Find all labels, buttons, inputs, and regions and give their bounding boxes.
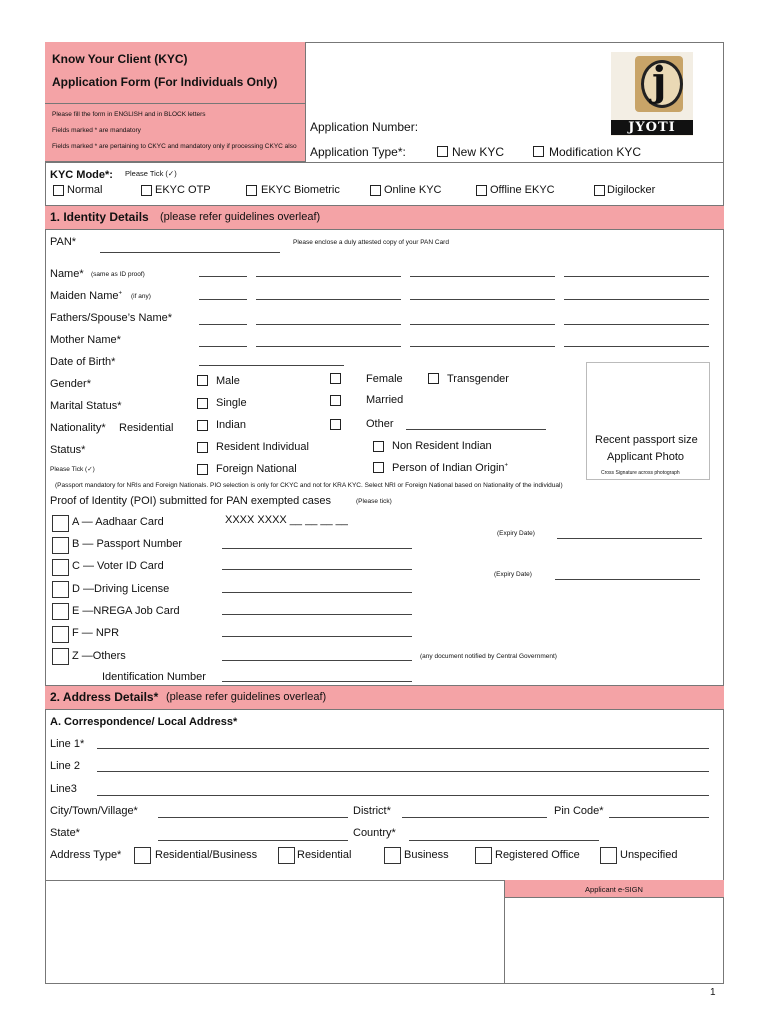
gender-male-checkbox[interactable]: [197, 375, 208, 386]
poi-tick-note: (Please tick): [356, 498, 392, 505]
gender-transgender-checkbox[interactable]: [428, 373, 439, 384]
foreign-national-checkbox[interactable]: [197, 464, 208, 475]
city-input[interactable]: [158, 817, 348, 818]
poi-passport-label: B — Passport Number: [72, 538, 183, 550]
address-line1-label: Line 1*: [50, 738, 85, 750]
name-prefix-input[interactable]: [199, 276, 247, 277]
form-title-line2: Application Form (For Individuals Only): [52, 75, 278, 89]
marital-married-label: Married: [366, 394, 404, 406]
kyc-ekyc-biometric-label: EKYC Biometric: [261, 184, 340, 196]
poi-title: Proof of Identity (POI) submitted for PAN exempted cases: [50, 495, 332, 507]
application-number-label: Application Number:: [310, 120, 419, 134]
address-type-business-label: Business: [404, 849, 449, 861]
country-input[interactable]: [409, 840, 599, 841]
aadhaar-mask: XXXX XXXX __ __ __ __: [225, 514, 348, 526]
poi-driving-label: D —Driving License: [72, 583, 170, 595]
address-section-title: 2. Address Details*: [50, 690, 159, 704]
instruction-mandatory: Fields marked * are mandatory: [52, 127, 141, 134]
photo-sign-note: Cross Signature across photograph: [601, 470, 680, 476]
state-input[interactable]: [158, 840, 348, 841]
kyc-online-label: Online KYC: [384, 184, 442, 196]
maiden-prefix-input[interactable]: [199, 299, 247, 300]
dob-label: Date of Birth*: [50, 356, 116, 368]
maiden-first-input[interactable]: [256, 299, 401, 300]
mother-name-label: Mother Name*: [50, 334, 121, 346]
kyc-online-checkbox[interactable]: [370, 185, 381, 196]
residential-label: Residential: [119, 422, 174, 434]
header-divider: [45, 103, 306, 104]
passport-expiry-label: (Expiry Date): [497, 530, 535, 537]
maiden-name-label: Maiden Name+: [50, 290, 122, 302]
license-expiry-input[interactable]: [555, 579, 700, 580]
state-label: State*: [50, 827, 80, 839]
pin-code-label: Pin Code*: [554, 805, 604, 817]
mother-last-input[interactable]: [564, 346, 709, 347]
district-label: District*: [353, 805, 391, 817]
pan-input[interactable]: [100, 252, 280, 253]
identification-number-label: Identification Number: [102, 671, 206, 683]
maiden-last-input[interactable]: [564, 299, 709, 300]
city-label: City/Town/Village*: [50, 805, 138, 817]
address-type-label: Address Type*: [50, 849, 122, 861]
foreign-national-label: Foreign National: [216, 463, 297, 475]
others-note: (any document notified by Central Government): [420, 653, 557, 660]
pan-label: PAN*: [50, 236, 77, 248]
father-prefix-input[interactable]: [199, 324, 247, 325]
correspondence-address-title: A. Correspondence/ Local Address*: [50, 716, 238, 728]
gender-female-checkbox[interactable]: [330, 373, 341, 384]
instruction-ckyc: Fields marked * are pertaining to CKYC and mandatory only if processing CKYC also: [52, 143, 297, 150]
nationality-other-label: Other: [366, 418, 394, 430]
resident-individual-label: Resident Individual: [216, 441, 309, 453]
pio-checkbox[interactable]: [373, 462, 384, 473]
nationality-indian-checkbox[interactable]: [197, 420, 208, 431]
identification-number-input[interactable]: [222, 681, 412, 682]
driving-license-input[interactable]: [222, 592, 412, 593]
poi-nrega-checkbox[interactable]: [52, 603, 69, 620]
name-last-input[interactable]: [564, 276, 709, 277]
father-last-input[interactable]: [564, 324, 709, 325]
identity-section-title: 1. Identity Details: [50, 210, 149, 224]
non-resident-checkbox[interactable]: [373, 441, 384, 452]
kyc-ekyc-biometric-checkbox[interactable]: [246, 185, 257, 196]
kyc-normal-label: Normal: [67, 184, 103, 196]
application-type-label: Application Type*:: [310, 145, 406, 159]
nationality-indian-label: Indian: [216, 419, 246, 431]
address-type-residential-checkbox[interactable]: [278, 847, 295, 864]
address-type-business-checkbox[interactable]: [384, 847, 401, 864]
passport-expiry-input[interactable]: [557, 538, 702, 539]
address-line3-input[interactable]: [97, 795, 709, 796]
nationality-other-checkbox[interactable]: [330, 419, 341, 430]
new-kyc-label: New KYC: [452, 145, 505, 159]
address-type-unspecified-checkbox[interactable]: [600, 847, 617, 864]
pio-label: Person of Indian Origin+: [392, 462, 509, 474]
header-bottom-rule: [45, 162, 724, 163]
esign-label: Applicant e-SIGN: [585, 885, 643, 894]
country-label: Country*: [353, 827, 396, 839]
poi-voter-checkbox[interactable]: [52, 559, 69, 576]
pin-code-input[interactable]: [609, 817, 709, 818]
address-section-note: (please refer guidelines overleaf): [166, 691, 327, 703]
address-line2-input[interactable]: [97, 771, 709, 772]
identity-section-note: (please refer guidelines overleaf): [160, 211, 321, 223]
maiden-middle-input[interactable]: [410, 299, 555, 300]
name-label: Name*: [50, 268, 84, 280]
address-type-residential-business-checkbox[interactable]: [134, 847, 151, 864]
nrega-input[interactable]: [222, 614, 412, 615]
district-input[interactable]: [402, 817, 547, 818]
poi-npr-label: F — NPR: [72, 627, 120, 639]
address-type-residential-label: Residential: [297, 849, 352, 861]
nationality-other-input[interactable]: [406, 429, 546, 430]
passport-note: (Passport mandatory for NRIs and Foreign Nationals. PIO selection is only for CKYC and not for KRA KYC. Select NRI or Foreign National based on Nationality of the individual): [55, 482, 563, 489]
mother-middle-input[interactable]: [410, 346, 555, 347]
father-spouse-label: Fathers/Spouse’s Name*: [50, 312, 173, 324]
mother-prefix-input[interactable]: [199, 346, 247, 347]
kyc-mode-tick-note: Please Tick (✓): [125, 169, 177, 178]
marital-married-checkbox[interactable]: [330, 395, 341, 406]
new-kyc-checkbox[interactable]: [437, 146, 448, 157]
address-line1-input[interactable]: [97, 748, 709, 749]
gender-male-label: Male: [216, 375, 240, 387]
poi-aadhaar-checkbox[interactable]: [52, 515, 69, 532]
father-middle-input[interactable]: [410, 324, 555, 325]
poi-passport-checkbox[interactable]: [52, 537, 69, 554]
nationality-label: Nationality*: [50, 422, 106, 434]
mother-first-input[interactable]: [256, 346, 401, 347]
address-type-registered-office-label: Registered Office: [495, 849, 580, 861]
kyc-digilocker-checkbox[interactable]: [594, 185, 605, 196]
address-type-residential-business-label: Residential/Business: [155, 849, 258, 861]
passport-number-input[interactable]: [222, 548, 412, 549]
gender-transgender-label: Transgender: [447, 373, 509, 385]
dob-input[interactable]: [199, 365, 344, 366]
non-resident-label: Non Resident Indian: [392, 440, 492, 452]
esign-box[interactable]: [504, 898, 724, 984]
npr-input[interactable]: [222, 636, 412, 637]
kyc-ekyc-otp-checkbox[interactable]: [141, 185, 152, 196]
instruction-block-letters: Please fill the form in ENGLISH and in BLOCK letters: [52, 111, 206, 118]
kyc-normal-checkbox[interactable]: [53, 185, 64, 196]
address-type-registered-office-checkbox[interactable]: [475, 847, 492, 864]
maiden-name-note: (if any): [131, 293, 151, 300]
marital-single-checkbox[interactable]: [197, 398, 208, 409]
poi-aadhaar-label: A — Aadhaar Card: [72, 516, 164, 528]
address-type-unspecified-label: Unspecified: [620, 849, 678, 861]
kyc-offline-ekyc-checkbox[interactable]: [476, 185, 487, 196]
page-number: 1: [710, 987, 716, 998]
address-line3-label: Line3: [50, 783, 77, 795]
address-line2-label: Line 2: [50, 760, 80, 772]
gender-label: Gender*: [50, 378, 91, 390]
jyoti-logo: j JYOTI: [611, 52, 693, 136]
photo-label-line2: Applicant Photo: [607, 451, 685, 463]
poi-npr-checkbox[interactable]: [52, 626, 69, 643]
form-title-line1: Know Your Client (KYC): [52, 52, 188, 66]
name-first-input[interactable]: [256, 276, 401, 277]
status-tick-note: Please Tick (✓): [50, 466, 95, 473]
poi-voter-label: C — Voter ID Card: [72, 560, 164, 572]
poi-others-label: Z —Others: [72, 650, 126, 662]
kyc-offline-ekyc-label: Offline EKYC: [490, 184, 555, 196]
marital-single-label: Single: [216, 397, 247, 409]
poi-others-checkbox[interactable]: [52, 648, 69, 665]
poi-driving-checkbox[interactable]: [52, 581, 69, 598]
kyc-ekyc-otp-label: EKYC OTP: [155, 184, 211, 196]
residential-status-label: Status*: [50, 444, 86, 456]
pan-note: Please enclose a duly attested copy of your PAN Card: [293, 239, 449, 246]
name-middle-input[interactable]: [410, 276, 555, 277]
father-first-input[interactable]: [256, 324, 401, 325]
marital-status-label: Marital Status*: [50, 400, 122, 412]
license-expiry-label: (Expiry Date): [494, 571, 532, 578]
voter-id-input[interactable]: [222, 569, 412, 570]
photo-label-line1: Recent passport size: [595, 434, 698, 446]
gender-female-label: Female: [366, 373, 403, 385]
others-input[interactable]: [222, 660, 412, 661]
kyc-mode-label: KYC Mode*:: [50, 169, 113, 181]
modification-kyc-checkbox[interactable]: [533, 146, 544, 157]
name-note: (same as ID proof): [91, 271, 145, 278]
resident-individual-checkbox[interactable]: [197, 442, 208, 453]
poi-nrega-label: E —NREGA Job Card: [72, 605, 180, 617]
kyc-digilocker-label: Digilocker: [607, 184, 656, 196]
modification-kyc-label: Modification KYC: [549, 145, 642, 159]
